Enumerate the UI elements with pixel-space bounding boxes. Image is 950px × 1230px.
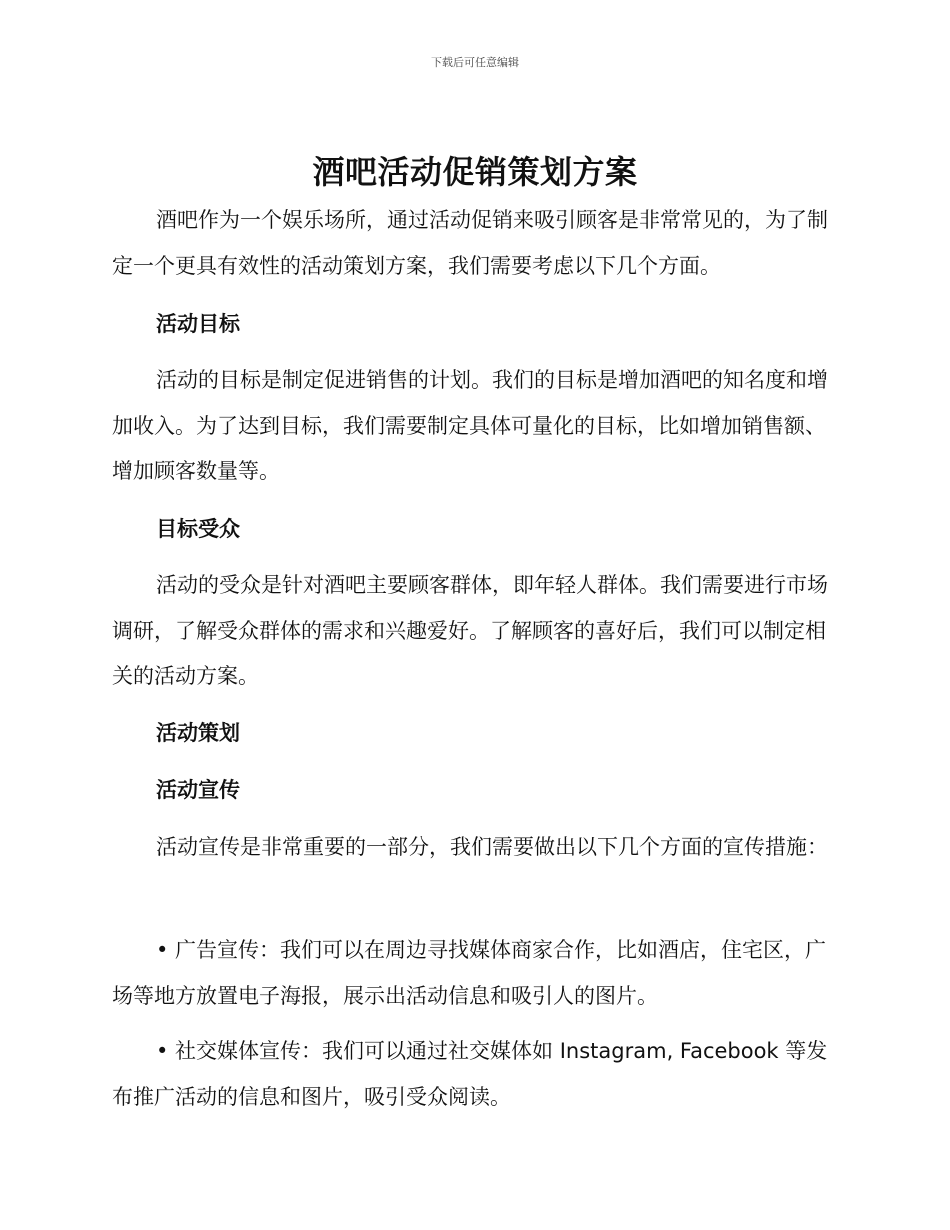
intro-paragraph: 酒吧作为一个娱乐场所，通过活动促销来吸引顾客是非常常见的，为了制定一个更具有效性的活动策划方案，我们需要考虑以下几个方面。 [112,208,828,278]
section-body-goal: 活动的目标是制定促进销售的计划。我们的目标是增加酒吧的知名度和增加收入。为了达到目标，我们需要制定具体可量化的目标，比如增加销售额、增加顾客数量等。 [112,368,828,483]
header-note: 下载后可任意编辑 [431,56,519,69]
section-heading-audience: 目标受众 [156,517,240,541]
document-title: 酒吧活动促销策划方案 [312,153,638,191]
section-heading-planning: 活动策划 [156,721,240,745]
section-body-audience: 活动的受众是针对酒吧主要顾客群体，即年轻人群体。我们需要进行市场调研，了解受众群体的需求和兴趣爱好。了解顾客的喜好后，我们可以制定相关的活动方案。 [112,573,828,688]
section-heading-goal: 活动目标 [156,312,240,336]
bullet-item-social-media: • 社交媒体宣传：我们可以通过社交媒体如 Instagram, Facebook 等发布推广活动的信息和图片，吸引受众阅读。 [112,1039,828,1109]
section-heading-promotion: 活动宣传 [156,778,240,802]
section-body-promotion: 活动宣传是非常重要的一部分，我们需要做出以下几个方面的宣传措施： [156,835,828,859]
bullet-item-ads: • 广告宣传：我们可以在周边寻找媒体商家合作，比如酒店，住宅区，广场等地方放置电子海报，展示出活动信息和吸引人的图片。 [112,938,827,1008]
